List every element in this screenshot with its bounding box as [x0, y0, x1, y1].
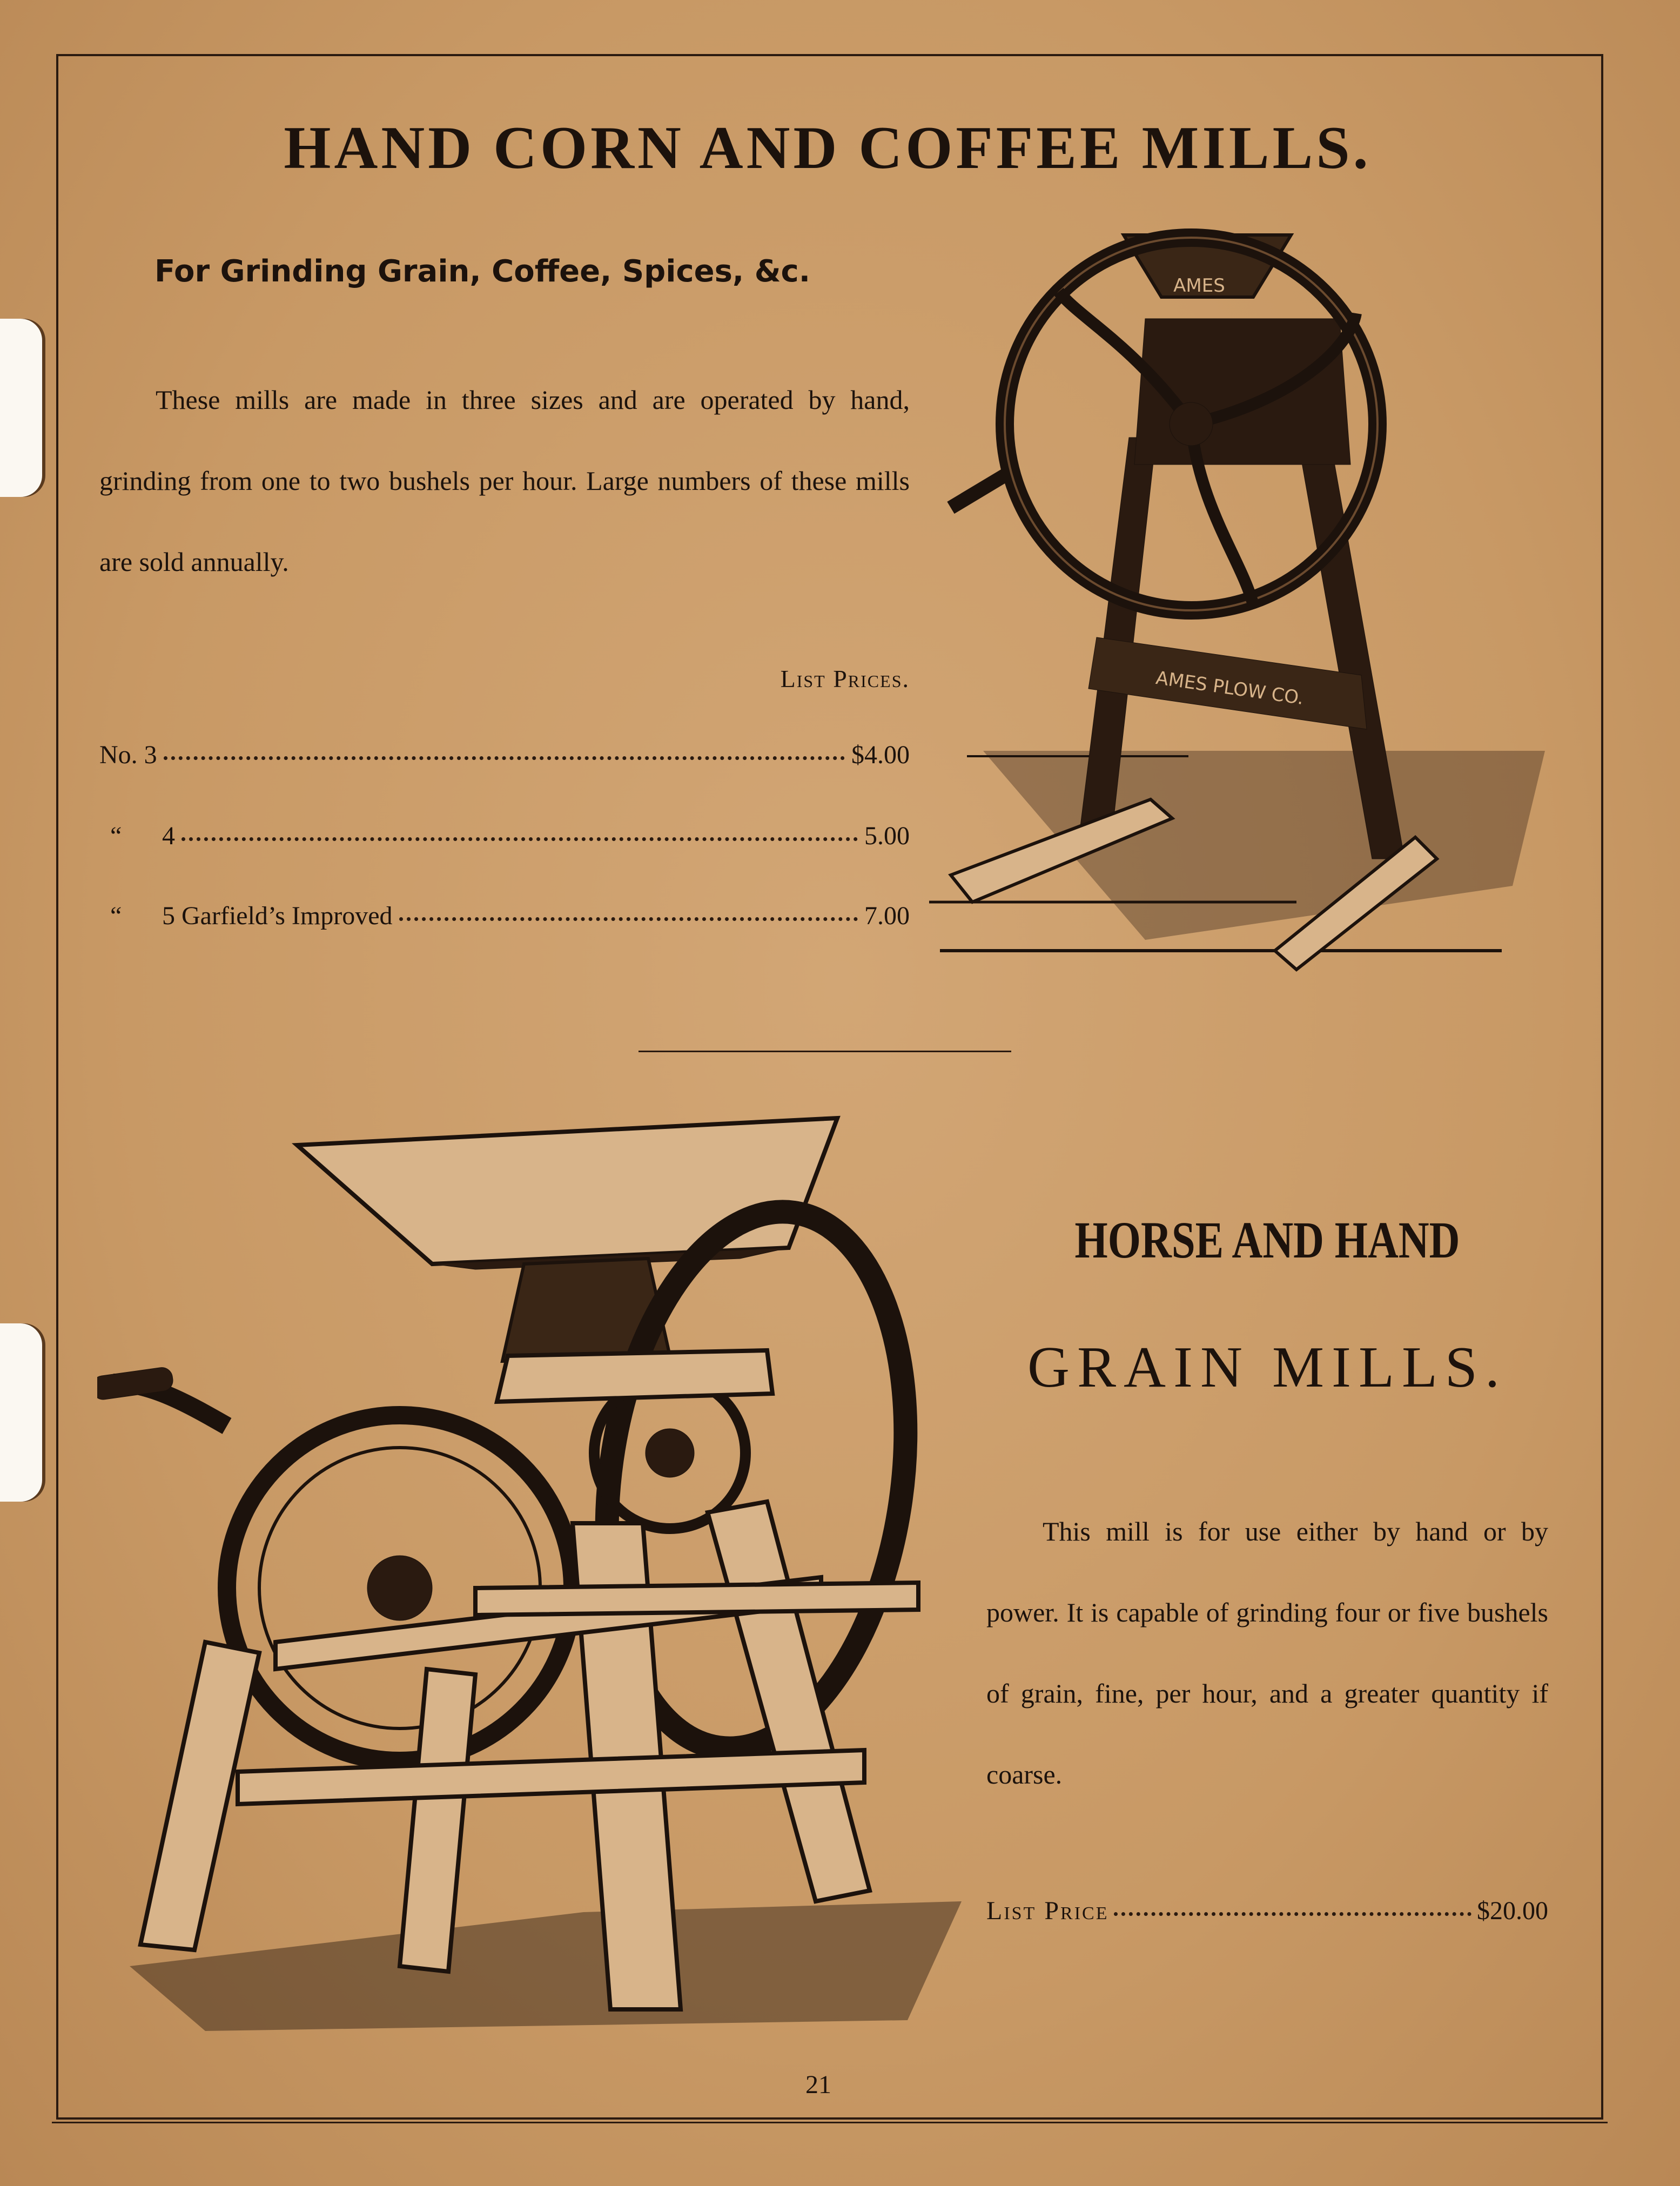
section-divider — [639, 1051, 1011, 1052]
price-row-label-text: 4 — [162, 822, 175, 850]
binding-hole-bottom — [0, 1323, 42, 1502]
price-row-amount: 5.00 — [864, 822, 910, 850]
grain-mills-title-line1: HORSE AND HAND — [1074, 1211, 1460, 1269]
price-row-amount: $4.00 — [851, 741, 910, 769]
leader-dots — [1114, 1912, 1471, 1916]
page-subtitle: For Grinding Grain, Coffee, Spices, &c. — [154, 254, 811, 289]
list-price-amount: $20.00 — [1477, 1896, 1548, 1925]
grain-mill-price-row — [986, 1896, 1548, 1934]
leader-dots — [399, 917, 858, 921]
price-row-no3 — [99, 740, 910, 778]
hand-mill-illustration — [918, 184, 1567, 1005]
list-prices-heading: List Prices. — [780, 665, 910, 692]
crossbar-label: AMES PLOW CO. — [1154, 667, 1305, 710]
page-number: 21 — [805, 2070, 831, 2099]
price-row-label — [99, 901, 393, 931]
price-row-label: No. 3 — [99, 741, 157, 769]
price-row-no4 — [99, 821, 910, 859]
price-row-amount: 7.00 — [864, 902, 910, 930]
ditto-mark: “ — [110, 902, 122, 930]
bottom-rule — [52, 2122, 1608, 2123]
price-row-no5 — [99, 901, 910, 939]
grain-mills-description: This mill is for use either by hand or by power. It is capable of grinding four or five bushels of grain, fine, per hour, and a greater quantity if coarse. — [986, 1516, 1548, 1790]
binding-hole-top — [0, 319, 42, 497]
hopper-label: AMES — [1173, 275, 1225, 297]
hand-mills-description: These mills are made in three sizes and are operated by hand, grinding from one to two bushels per hour. Large numbers of these mills are sold annually. — [99, 385, 910, 577]
ditto-mark: “ — [110, 822, 122, 850]
price-row-label — [99, 821, 175, 851]
list-price-label: List Price — [986, 1896, 1109, 1925]
page-title: HAND CORN AND COFFEE MILLS. — [284, 115, 1372, 181]
price-row-label-text: 5 Garfield’s Improved — [162, 902, 393, 930]
leader-dots — [164, 756, 845, 760]
grain-mill-illustration — [97, 1102, 972, 2058]
grain-mills-title-line2: GRAIN MILLS. — [1027, 1335, 1507, 1400]
leader-dots — [182, 837, 858, 841]
